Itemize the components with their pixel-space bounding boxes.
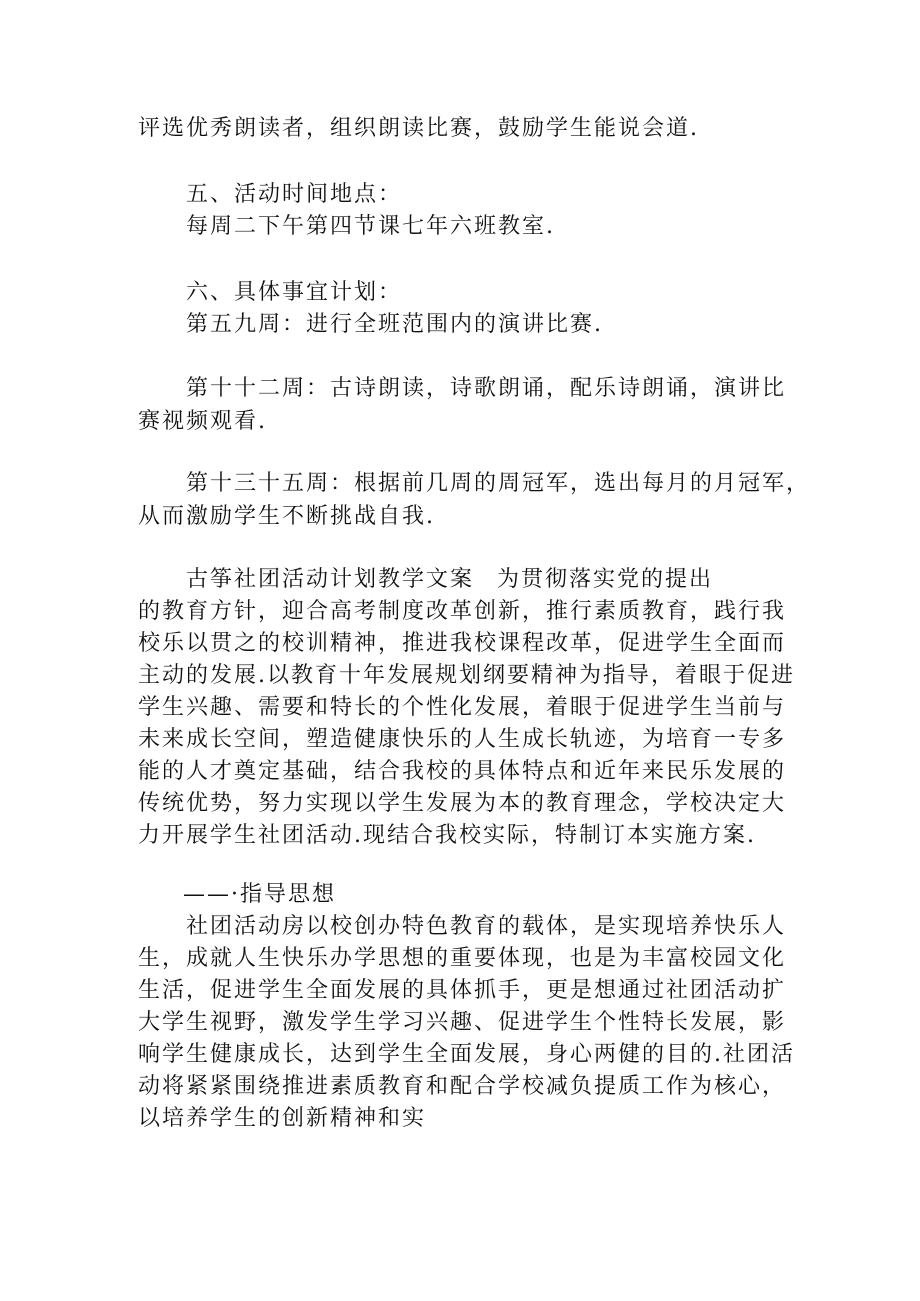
paragraph-line: 每周二下午第四节课七年六班教室.: [186, 214, 555, 239]
paragraph-line: 主动的发展.以教育十年发展规划纲要精神为指导，着眼于促进: [138, 663, 795, 688]
paragraph-line: 以培养学生的创新精神和实: [138, 1106, 427, 1131]
paragraph-line: 评选优秀朗读者，组织朗读比赛，鼓励学生能说会道.: [138, 116, 699, 141]
paragraph-line: 第十十二周：古诗朗读，诗歌朗诵，配乐诗朗诵，演讲比: [186, 376, 787, 401]
document-title: 古筝社团活动计划教学文案: [186, 567, 475, 592]
paragraph-line: 的教育方针，迎合高考制度改革创新，推行素质教育，践行我: [138, 599, 787, 624]
paragraph-line: 第十三十五周：根据前几周的周冠军，选出每月的月冠军，: [186, 471, 811, 496]
paragraph-line: 能的人才奠定基础，结合我校的具体特点和近年来民乐发展的: [138, 759, 787, 784]
paragraph-line: 生活，促进学生全面发展的具体抓手，更是想通过社团活动扩: [138, 978, 787, 1003]
section-heading: 五、活动时间地点：: [186, 182, 403, 207]
paragraph-line: 响学生健康成长，达到学生全面发展，身心两健的目的.社团活: [138, 1042, 795, 1067]
paragraph-line: 动将紧紧围绕推进素质教育和配合学校减负提质工作为核心，: [138, 1074, 787, 1099]
paragraph-line: 大学生视野，激发学生学习兴趣、促进学生个性特长发展，影: [138, 1010, 787, 1035]
paragraph-line: 赛视频观看.: [138, 409, 267, 434]
section-heading: ——·指导思想: [183, 882, 336, 907]
paragraph-line: 从而激励学生不断挑战自我.: [138, 504, 435, 529]
paragraph-line: 学生兴趣、需要和特长的个性化发展，着眼于促进学生当前与: [138, 695, 787, 720]
paragraph-line: 传统优势，努力实现以学生发展为本的教育理念，学校决定大: [138, 791, 787, 816]
paragraph-line: 校乐以贯之的校训精神，推进我校课程改革，促进学生全面而: [138, 631, 787, 656]
paragraph-line: 社团活动房以校创办特色教育的载体，是实现培养快乐人: [186, 914, 787, 939]
paragraph-line: 为贯彻落实党的提出: [497, 567, 714, 592]
paragraph-line: 生，成就人生快乐办学思想的重要体现，也是为丰富校园文化: [138, 946, 787, 971]
paragraph-line: 第五九周：进行全班范围内的演讲比赛.: [186, 312, 603, 337]
paragraph-line: 未来成长空间，塑造健康快乐的人生成长轨迹，为培育一专多: [138, 727, 787, 752]
paragraph-line: 力开展学生社团活动.现结合我校实际，特制订本实施方案.: [138, 823, 756, 848]
section-heading: 六、具体事宜计划：: [186, 280, 403, 305]
